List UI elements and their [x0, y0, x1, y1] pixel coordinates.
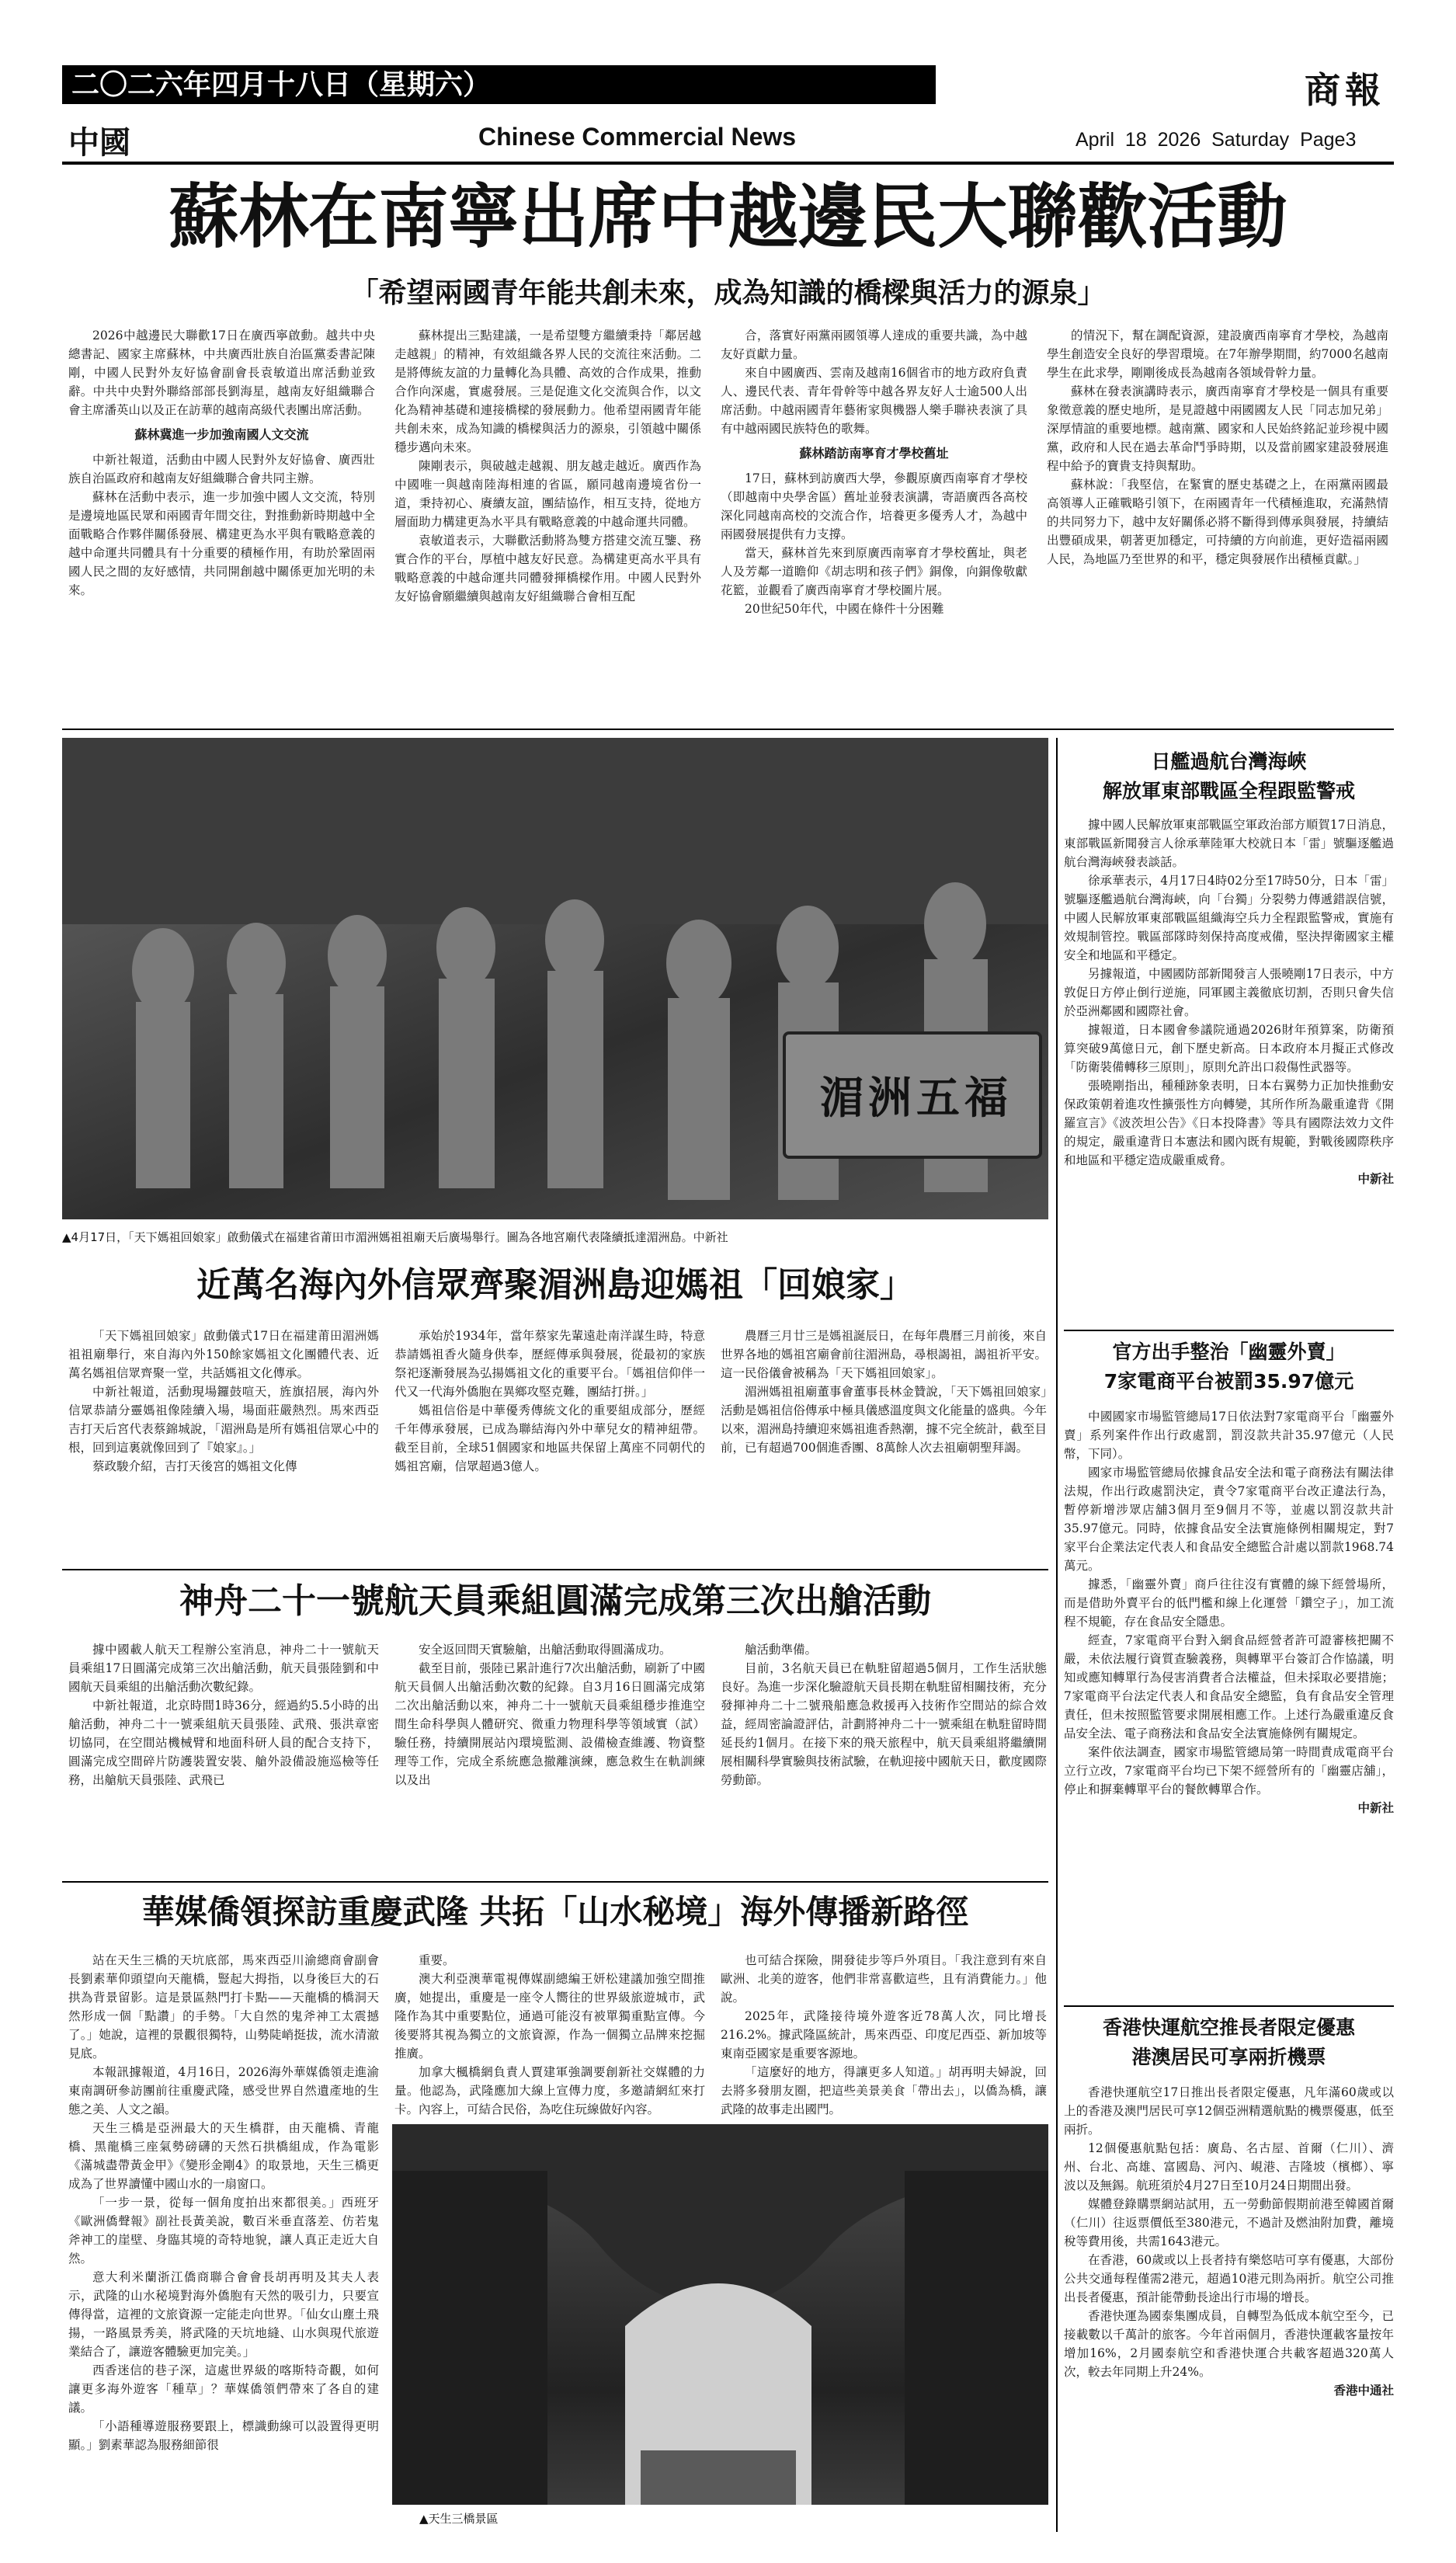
- mazu-headline: 近萬名海內外信眾齊聚湄洲島迎媽祖「回娘家」: [196, 1265, 914, 1305]
- mazu-procession-photo: [62, 738, 1048, 1219]
- shenzhou-column-1: 據中國載人航天工程辦公室消息，神舟二十一號航天員乘組17日圓滿完成第三次出艙活動，航天員張陸劉和中國航天員乘組的出艙活動次數紀錄。 中新社報道，北京時間1時36分，經過約5.5小時的出艙活動，神舟二十一號乘組航天員張陸、武飛、張洪章密切協同，在空間站機械臂和地面科研人員的配合支持下，圓滿完成空間碎片防護裝置安裝、艙外設備設施巡檢等任務，出艙航天員張陸、武飛已: [68, 1643, 379, 1787]
- bridge-photo-caption: ▲天生三橋景區: [419, 2512, 499, 2526]
- page-date-english: April 18 2026 Saturday Page3: [1075, 129, 1357, 151]
- shenzhou-headline: 神舟二十一號航天員乘組圓滿完成第三次出艙活動: [179, 1581, 931, 1621]
- sidebar-2-body: 中國國家市場監管總局17日依法對7家電商平台「幽靈外賣」系列案件作出行政處罰，罰沒款共計35.97億元（人民幣，下同）。 國家市場監管總局依據食品安全法和電子商務法有關法律法規，作出行政處罰決定，責令7家電商平台改正違法行為，暫停新增涉眾店舖3個月至9個月不等，並處以罰沒款共計35.97億元。同時，依據食品安全法實施條例相關規定，對7家平台企業法定代表人和食品安全總監合計處以罰款1968.74萬元。 據悉，「幽靈外賣」商戶往往沒有實體的線下經營場所，而是借助外賣平台的低門檻和線上化運營「鑽空子」，加工流程不規範，存在食品安全隱患。 經查，7家電商平台對入網食品經營者許可證審核把關不嚴，未依法履行資質查驗義務，與轉單平台簽訂合作協議，明知或應知轉單行為侵害消費者合法權益，但未採取必要措施；7家電商平台法定代表人和食品安全總監，負有食品安全管理責任，但未按照監管要求開展相應工作。上述行為嚴重違反食品安全法、電子商務法和食品安全法實施條例有關規定。 案件依法調查，國家市場監管總局第一時間責成電商平台立行立改，7家電商平台均已下架不經營所有的「幽靈店舖」，停止和摒棄轉單平台的餐飲轉單合作。 中新社: [1064, 1410, 1394, 1815]
- mazu-photo-caption: ▲4月17日，「天下媽祖回娘家」啟動儀式在福建省莆田市湄洲媽祖祖廟天后廣場舉行。圖為各地宮廟代表隆續抵達湄洲島。中新社: [62, 1230, 728, 1244]
- sidebar-3-body: 香港快運航空17日推出長者限定優惠，凡年滿60歲或以上的香港及澳門居民可享12個亞洲精選航點的機票優惠，低至兩折。 12個優惠航點包括：廣島、名古屋、首爾（仁川）、濟州、台北、高雄、富國島、河內、峴港、吉隆坡（檳榔）、寧波以及無錫。航班須於4月27日至10月24日期間出發。 媒體登錄購票網站試用，五一勞動節假期前港至韓國首爾（仁川）往返票價低至380港元，不過計及燃油附加費，離境稅等費用後，共需1643港元。 在香港，60歲或以上長者持有樂悠咭可享有優惠，大部份公共交通每程僅需2港元，超過10港元則為兩折。航空公司推出長者優惠，預計能帶動長途出行市場的增長。 香港快運為國泰集團成員，自轉型為低成本航空至今，已接載數以千萬計的旅客。今年首兩個月，香港快運載客量按年增加16%，2月國泰航空和香港快運合共載客超過320萬人次，較去年同期上升24%。 香港中通社: [1064, 2085, 1394, 2398]
- mazu-divider: [62, 1569, 1048, 1570]
- procession-illustration: [62, 738, 1048, 1219]
- lead-headline: 蘇林在南寧出席中越邊民大聯歡活動: [169, 176, 1287, 258]
- sidebar-2-divider: [1064, 2005, 1394, 2007]
- english-masthead: Chinese Commercial News: [478, 123, 797, 151]
- masthead-date: 二〇二六年四月十八日（星期六）: [71, 69, 492, 101]
- sidebar-3-headline: 香港快運航空推長者限定優惠 港澳居民可享兩折機票: [1102, 2016, 1355, 2068]
- lead-subhead: 「希望兩國青年能共創未來，成為知識的橋樑與活力的源泉」: [350, 276, 1106, 309]
- mazu-column-2: 承始於1934年，當年蔡家先輩遠赴南洋謀生時，特意恭請媽祖香火隨身供奉，歷經傳承與發展，從最初的家族祭祀逐漸發展為弘揚媽祖文化的重要平台。「媽祖信仰伴一代又一代海外僑胞在異鄉攻堅克難，團結打拼。」 媽祖信俗是中華優秀傳統文化的重要組成部分，歷經千年傳承發展，已成為聯結海內外中華兒女的精神紐帶。截至目前，全球51個國家和地區共保留上萬座不同朝代的媽祖宮廟，信眾超過3億人。: [394, 1329, 705, 1473]
- mazu-column-3: 農曆三月廿三是媽祖誕辰日，在每年農曆三月前後，來自世界各地的媽祖宮廟會前往湄洲島，尋根謁祖，謁祖祈平安。這一民俗儀會被稱為「天下媽祖回娘家」。 湄洲媽祖祖廟董事會董事長林金贊說，「天下媽祖回娘家」活動是媽祖信俗傳承中極具儀感溫度與文化能量的盛典。今年以來，湄洲島持續迎來媽祖進香熱潮，據不完全統計，截至目前，已有超過700個進香團、8萬餘人次去祖廟朝聖拜謁。: [721, 1329, 1047, 1455]
- lead-divider: [62, 729, 1394, 730]
- lead-column-1: 2026中越邊民大聯歡17日在廣西寧啟動。越共中央總書記、國家主席蘇林，中共廣西壯族自治區黨委書記陳剛，中國人民對外友好協會副會長袁敏道出席活動並致辭。中共中央對外聯絡部部長劉海星，越南友好組織聯合會主席潘英山以及正在訪華的越南高級代表團出席活動。 蘇林冀進一步加強南國人文交流 中新社報道，活動由中國人民對外友好協會、廣西壯族自治區政府和越南友好組織聯合會共同主辦。 蘇林在活動中表示，進一步加強中國人文交流，特別是邊境地區民眾和兩國青年間交往，對推動新時期越中全面戰略合作夥伴關係發展、構建更為水平與有戰略意義的越中命運共同體具有十分重要的積極作用，有助於鞏固兩國人民之間的友好感情，共同開創越中關係更加光明的未來。: [68, 329, 375, 597]
- natural-bridge-illustration: [392, 2124, 1048, 2505]
- lead-column-4: 的情況下，幫在調配資源，建設廣西南寧育才學校，為越南學生創造安全良好的學習環境。在7年辦學期間，約7000名越南學生在此求學，剛剛後成長為越南各領域骨幹力量。 蘇林在發表演講時表示，廣西南寧育才學校是一個具有重要象徵意義的歷史地所，是見證越中兩國國友人民「同志加兄弟」深厚情誼的重要地標。越南黨、國家和人民始終銘記並珍視中國黨，政府和人民在過去革命鬥爭時期，以及當前國家建設發展進程中給予的寶貴支持與幫助。 蘇林說：「我堅信，在緊實的歷史基礎之上，在兩黨兩國最高領導人正確戰略引領下，在兩國青年一代積極進取，充滿熱情的共同努力下，越中友好關係必將不斷得到傳承與發展，持續結出豐碩成果，朝著更加穩定，可持續的方向前進，更好造福兩國人民，為地區乃至世界的和平，穩定與發展作出積極貢獻。」: [1047, 329, 1388, 566]
- masthead-rule: [62, 162, 1394, 165]
- tourism-column-2: 重要。 澳大利亞澳華電視傳媒副總編王妍松建議加強空間推廣，她提出，重慶是一座令人嚮往的世界級旅遊城市，武隆作為其中重要點位，通過可能沒有被單獨重點宣傳。今後要將其視為獨立的文旅資源，作為一個獨立品牌來挖掘推廣。 加拿大楓橋網負責人賈建軍強調要創新社交媒體的力量。他認為，武隆應加大線上宣傳力度，多邀請網紅來打卡。內容上，可結合民俗，為吃住玩線做好內容。: [394, 1953, 705, 2116]
- shenzhou-divider: [62, 1881, 1048, 1883]
- mazu-column-1: 「天下媽祖回娘家」啟動儀式17日在福建莆田湄洲媽祖祖廟舉行，來自海內外150餘家媽祖文化團體代表、近萬名媽祖信眾齊聚一堂，共話媽祖文化傳承。 中新社報道，活動現場鑼鼓喧天，旌旗招展，海內外信眾恭請分靈媽祖像陸續入場，場面莊嚴熱烈。馬來西亞吉打天后宮代表蔡錦城說，「湄洲島是所有媽祖信眾心中的根，回到這裏就像回到了『娘家』。」 蔡政駿介紹，吉打天後宮的媽祖文化傳: [68, 1329, 379, 1473]
- tourism-headline: 華媒僑領探訪重慶武隆 共拓「山水秘境」海外傳播新路徑: [141, 1893, 969, 1931]
- natural-bridge-photo: [392, 2124, 1048, 2505]
- tourism-column-1: 站在天生三橋的天坑底部，馬來西亞川渝總商會副會長劉素華仰頭望向天龍橋，豎起大拇指，以身後巨大的石拱為背景留影。這是景區熱門打卡點——天龍橋的橋洞天然形成一個「點讚」的手勢。「大自然的鬼斧神工太震撼了。」她說，這裡的景觀很獨特，山勢陡峭挺拔，流水清澈見底。 本報訊據報道，4月16日，2026海外華媒僑領走進渝東南調研參訪團前往重慶武隆，感受世界自然遺產地的生態之美、人文之韻。 天生三橋是亞洲最大的天生橋群，由天龍橋、青龍橋、黑龍橋三座氣勢磅礴的天然石拱橋組成，作為電影《滿城盡帶黃金甲》《變形金剛4》的取景地，天生三橋更成為了世界讀懂中國山水的一扇窗口。 「一步一景，從每一個角度拍出來都很美。」西班牙《歐洲僑聲報》副社長黃美說，數百米垂直落差、仿若鬼斧神工的崖壁、身臨其境的奇特地貌，讓人真正走近大自然。 意大利米蘭浙江僑商聯合會會長胡再明及其夫人表示，武隆的山水秘境對海外僑胞有天然的吸引力，只要宣傳得當，這裡的文旅資源一定能走向世界。「仙女山塵土飛揚，一路風景秀美，將武隆的天坑地縫、山水與現代旅遊業結合了，讓遊客體驗更加完美。」 西香迷信的巷子深，這處世界級的喀斯特奇觀，如何讓更多海外遊客「種草」？華媒僑領們帶來了各自的建議。 「小語種導遊服務要跟上，標識動線可以設置得更明顯。」劉素華認為服務細節很: [68, 1953, 379, 2452]
- shenzhou-column-3: 艙活動準備。 目前，3名航天員已在軌駐留超過5個月，工作生活狀態良好。為進一步深化驗證航天員長期在軌駐留相關技術，充分發揮神舟二十二號飛船應急救援再入技術作空間站的綜合效益，經周密論證評估，計劃將神舟二十一號乘組在軌駐留時間延長約1個月。在接下來的飛天旅程中，航天員乘組將繼續開展相關科學實驗與技術試驗，在軌迎接中國航天日，歡度國際勞動節。: [721, 1643, 1047, 1787]
- section-label: 中國: [68, 125, 130, 161]
- shenzhou-column-2: 安全返回問天實驗艙，出艙活動取得圓滿成功。 截至目前，張陸已累計進行7次出艙活動，刷新了中國航天員個人出艙活動次數的紀錄。自3月16日圓滿完成第二次出艙活動以來，神舟二十一號航天員乘組穩步推進空間生命科學與人體研究、微重力物理科學等領域實（試）驗任務，持續開展站內環境監測、設備檢查維護、物資整理等工作，完成全系統應急撤離演練，應急救生在軌訓練以及出: [394, 1643, 705, 1787]
- sidebar-1-body: 據中國人民解放軍東部戰區空軍政治部方順賀17日消息，東部戰區新聞發言人徐承華陸軍大校就日本「雷」號驅逐艦過航台灣海峽發表談話。 徐承華表示，4月17日4時02分至17時50分，日本「雷」號驅逐艦過航台灣海峽，向「台獨」分裂勢力傳遞錯誤信號，中國人民解放軍東部戰區組織海空兵力全程跟監警戒，實施有效規制管控。戰區部隊時刻保持高度戒備，堅決捍衛國家主權安全和地區和平穩定。 另據報道，中國國防部新聞發言人張曉剛17日表示，中方敦促日方停止倒行逆施，同軍國主義徹底切割，否則只會失信於亞洲鄰國和國際社會。 據報道，日本國會參議院通過2026財年預算案，防衛預算突破9萬億日元，創下歷史新高。日本政府本月擬正式修改「防衛裝備轉移三原則」，原則允許出口殺傷性武器等。 張曉剛指出，種種跡象表明，日本右翼勢力正加快推動安保政策朝着進攻性擴張性方向轉變，其所作所為嚴重違背《開羅宣言》《波茨坦公告》《日本投降書》等具有國際法效力文件的規定，嚴重違背日本憲法和國內既有規範，對戰後國際秩序和地區和平穩定造成嚴重威脅。 中新社: [1064, 818, 1394, 1186]
- paper-logo: 商報: [1305, 69, 1385, 111]
- sidebar-1-headline: 日艦過航台灣海峽 解放軍東部戰區全程跟監警戒: [1102, 750, 1355, 802]
- sidebar-1-divider: [1064, 1330, 1394, 1331]
- sidebar-2-headline: 官方出手整治「幽靈外賣」 7家電商平台被罰35.97億元: [1103, 1341, 1354, 1393]
- lead-column-3: 合，落實好兩黨兩國領導人達成的重要共識，為中越友好貢獻力量。 來自中國廣西、雲南及越南16個省市的地方政府負責人、邊民代表、青年骨幹等中越各界友好人士逾500人出席活動。中越兩國青年藝術家與機器人樂手聯袂表演了具有中越兩國民族特色的歌舞。 蘇林踏訪南寧育才學校舊址 17日，蘇林到訪廣西大學，參觀原廣西南寧育才學校（即越南中央學舍區）舊址並發表演講，寄語廣西各高校深化同越南高校的交流合作，培養更多優秀人才，為越中兩國發展提供有力支撐。 當天，蘇林首先來到原廣西南寧育才學校舊址，與老人及芳鄰一道瞻仰《胡志明和孩子們》銅像，向銅像敬獻花籃，並觀看了廣西南寧育才學校圖片展。 20世紀50年代，中國在條件十分困難: [721, 329, 1027, 616]
- tourism-column-3: 也可結合探險，開發徒步等戶外項目。「我注意到有來自歐洲、北美的遊客，他們非常喜歡這些，且有消費能力。」他說。 2025年，武隆接待境外遊客近78萬人次，同比增長216.2%。據武隆區統計，馬來西亞、印度尼西亞、新加坡等東南亞國家是重要客源地。 「這麼好的地方，得讓更多人知道。」胡再明夫婦說，回去將多發朋友圈，把這些美景美食「帶出去」，以僑為橋，讓武隆的故事走出國門。: [721, 1953, 1047, 2116]
- banner-text: 湄洲五福: [820, 1073, 1013, 1124]
- lead-column-2: 蘇林提出三點建議，一是希望雙方繼續秉持「鄰居越走越親」的精神，有效組織各界人民的交流往來活動。二是將傳統友誼的力量轉化為具體、高效的合作成果，推動合作向深處，實處發展。三是促進文化交流與合作，以文化為精神基礎和連接橋樑的發展動力。他希望兩國青年能共創未來，成為知識的橋樑與活力的源泉，引領越中關係穩步邁向未來。 陳剛表示，與破越走越親、朋友越走越近。廣西作為中國唯一與越南陸海相連的省區，願同越南邊境省份一道，秉持初心、賡續友誼，團結協作，相互支持，從地方層面助力構建更為水平具有戰略意義的中越命運共同體。 袁敏道表示，大聯歡活動將為雙方搭建交流互鑒、務實合作的平台，厚植中越友好民意。為構建更高水平具有戰略意義的中越命運共同體發揮橋樑作用。中國人民對外友好協會願繼續與越南友好組織聯合會相互配: [394, 329, 701, 603]
- sidebar-divider: [1056, 738, 1058, 2532]
